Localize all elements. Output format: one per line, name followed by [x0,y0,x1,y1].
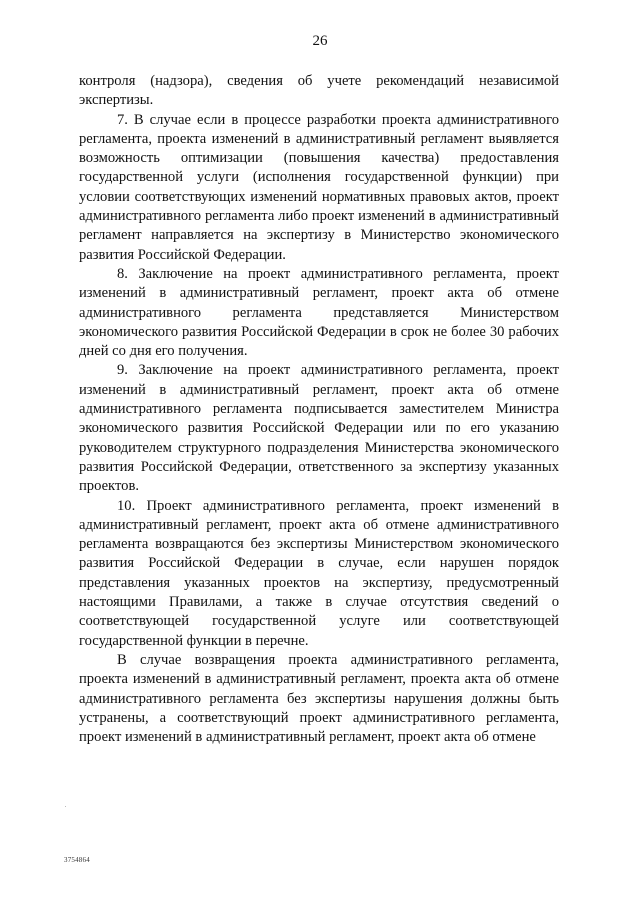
paragraph-item-9: 9. Заключение на проект административного регламента, проект изменений в административный регламент, проект акта об отмене административного регламента подписывается заместителем Министра экономического развития Российской Федерации или по его указанию руководителем структурного подразделения Министерства экономического развития Российской Федерации, ответственного за экспертизу указанных проектов. [79,362,559,495]
paragraph-item-7: 7. В случае если в процессе разработки проекта административного регламента, проекта изменений в административный регламент выявляется возможность оптимизации (повышения качества) предоставления государственной услуги (исполнения государственной функции) при условии соответствующих изменений нормативных правовых актов, проект административного регламента либо проект изменений в административный регламент направляется на экспертизу в Министерство экономического развития Российской Федерации. [79,111,559,263]
document-code: 3754864 [64,856,90,864]
paragraph-item-10: 10. Проект административного регламента, проект изменений в административный регламент, проект акта об отмене административного регламента возвращаются без экспертизы Министерством экономического развития Российской Федерации в случае, если нарушен порядок представления указанных проектов на экспертизу, предусмотренный настоящими Правилами, а также в случае отсутствия сведений о соответствующей государственной услуге или соответствующей государственной функции в перечне. [79,497,559,649]
paragraph-item-8: 8. Заключение на проект административного регламента, проект изменений в административный регламент, проект акта об отмене административного регламента представляется Министерством экономического развития Российской Федерации в срок не более 30 рабочих дней со дня его получения. [79,265,559,360]
document-body [79,72,559,747]
paragraph-continuation: контроля (надзора), сведения об учете рекомендаций независимой экспертизы. [79,73,559,109]
paragraph-return-case: В случае возвращения проекта административного регламента, проекта изменений в административный регламент, проекта акта об отмене административного регламента без экспертизы нарушения должны быть устранены, а соответствующий проект административного регламента, проект изменений в административный регламент, проект акта об отмене [79,651,559,746]
scan-dot [65,806,66,807]
page-number: 26 [312,33,328,49]
